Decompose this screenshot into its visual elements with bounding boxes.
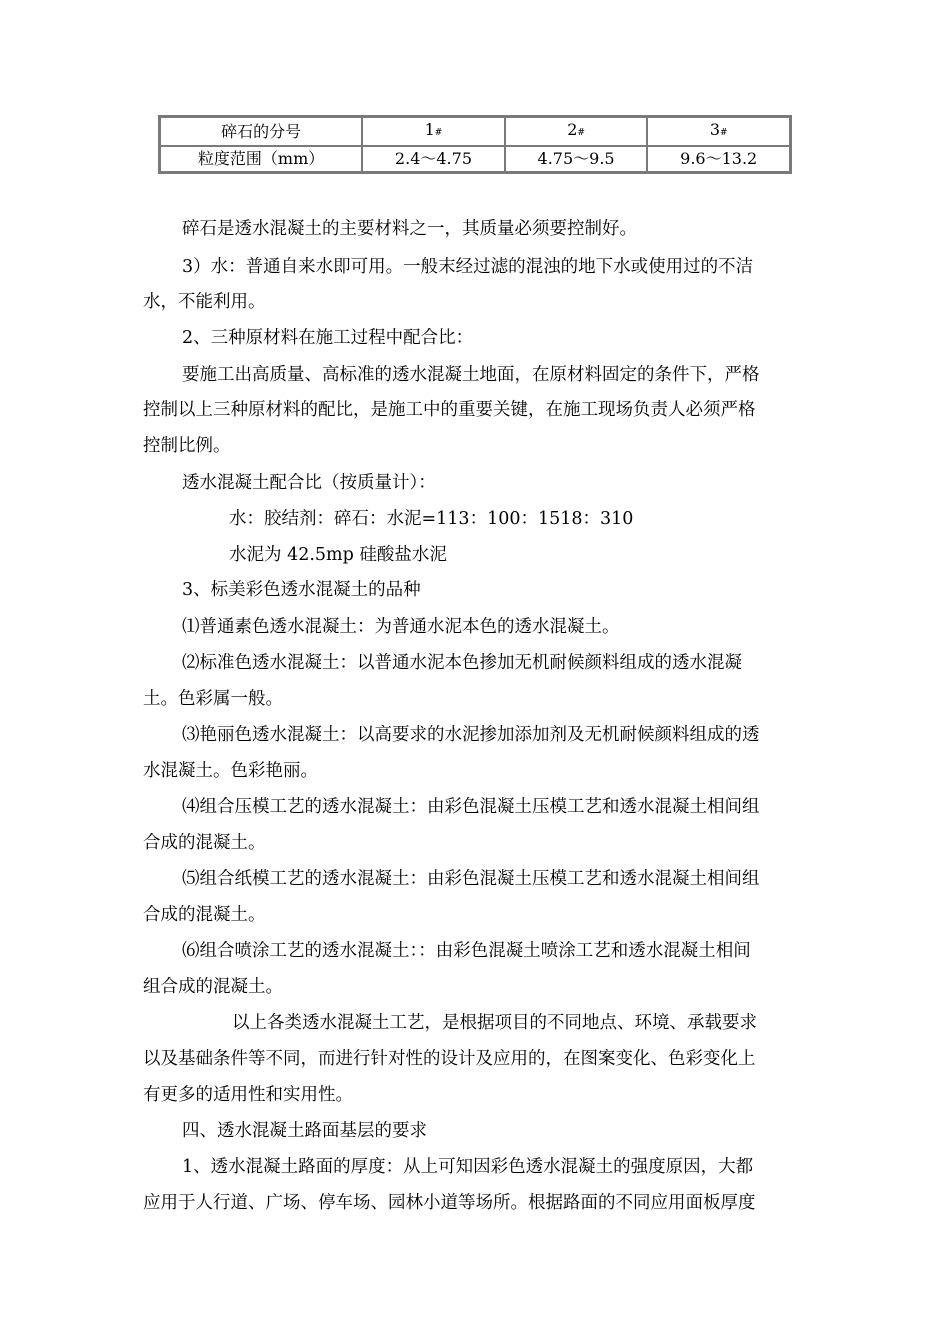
paragraph-line: 以上各类透水混凝土工艺，是根据项目的不同地点、环境、承载要求 [232,1013,757,1033]
cell-text: 碎石的分号 [221,121,302,141]
paragraph-line: 水混凝土。色彩艳丽。 [143,761,318,781]
table-row [160,117,790,146]
table-header-cell [160,117,362,146]
paragraph-line: 应用于人行道、广场、停车场、园林小道等场所。根据路面的不同应用面板厚度 [143,1193,756,1213]
cell-text: 3 [709,120,720,139]
table-row [160,146,790,172]
paragraph-line: 要施工出高质量、高标准的透水混凝土地面，在原材料固定的条件下，严格 [182,365,760,385]
cell-text: 1 [424,120,435,139]
paragraph-line: ⑴普通素色透水混凝土：为普通水泥本色的透水混凝土。 [182,617,620,637]
paragraph-line: 水，不能利用。 [143,292,266,312]
paragraph-line: ⑷组合压模工艺的透水混凝土：由彩色混凝土压模工艺和透水混凝土相间组 [182,797,760,817]
paragraph-line: ⑶艳丽色透水混凝土：以高要求的水泥掺加添加剂及无机耐候颜料组成的透 [182,725,760,745]
paragraph-line: 3、标美彩色透水混凝土的品种 [182,580,421,600]
paragraph-line: ⑹组合喷涂工艺的透水混凝土：：由彩色混凝土喷涂工艺和透水混凝土相间 [182,941,751,961]
table-cell: 9.6～13.2 [647,146,790,172]
paragraph-line: 2、三种原材料在施工过程中配合比： [182,328,474,348]
paragraph-line: 水泥为 42.5mp 硅酸盐水泥 [229,545,447,565]
table-header-cell [647,117,790,146]
table-header-cell [505,117,648,146]
cell-text: 2 [567,120,578,139]
number-mark: # [720,128,728,138]
paragraph-line: 水：胶结剂：碎石：水泥=113：100：1518：310 [229,509,634,529]
paragraph-line: 控制以上三种原材料的配比，是施工中的重要关键，在施工现场负责人必须严格 [143,400,756,420]
table-cell: 粒度范围（mm） [160,146,362,172]
paragraph-line: 合成的混凝土。 [143,905,266,925]
number-mark: # [577,128,585,138]
paragraph-line: ⑸组合纸模工艺的透水混凝土：由彩色混凝土压模工艺和透水混凝土相间组 [182,869,760,889]
paragraph-line: 土。色彩属一般。 [143,689,283,709]
paragraph-line: 1、透水混凝土路面的厚度：从上可知因彩色透水混凝土的强度原因，大都 [182,1157,754,1177]
paragraph-line: 以及基础条件等不同，而进行针对性的设计及应用的，在图案变化、色彩变化上 [143,1049,756,1069]
paragraph-line: 碎石是透水混凝土的主要材料之一，其质量必须要控制好。 [182,219,637,239]
paragraph-line: 透水混凝土配合比（按质量计）： [182,473,436,493]
paragraph-line: 3）水：普通自来水即可用。一般末经过滤的混浊的地下水或使用过的不洁 [182,257,754,277]
paragraph-line: 控制比例。 [143,436,231,456]
paragraph-line: ⑵标准色透水混凝土：以普通水泥本色掺加无机耐候颜料组成的透水混凝 [182,653,742,673]
gravel-grade-table [158,115,792,174]
table-header-cell [362,117,505,146]
paragraph-line: 组合成的混凝土。 [143,977,283,997]
table-cell: 4.75～9.5 [505,146,648,172]
section-heading: 四、透水混凝土路面基层的要求 [182,1121,427,1141]
number-mark: # [434,128,443,138]
paragraph-line: 合成的混凝土。 [143,833,266,853]
paragraph-line: 有更多的适用性和实用性。 [143,1085,353,1105]
table-cell: 2.4～4.75 [362,146,505,172]
